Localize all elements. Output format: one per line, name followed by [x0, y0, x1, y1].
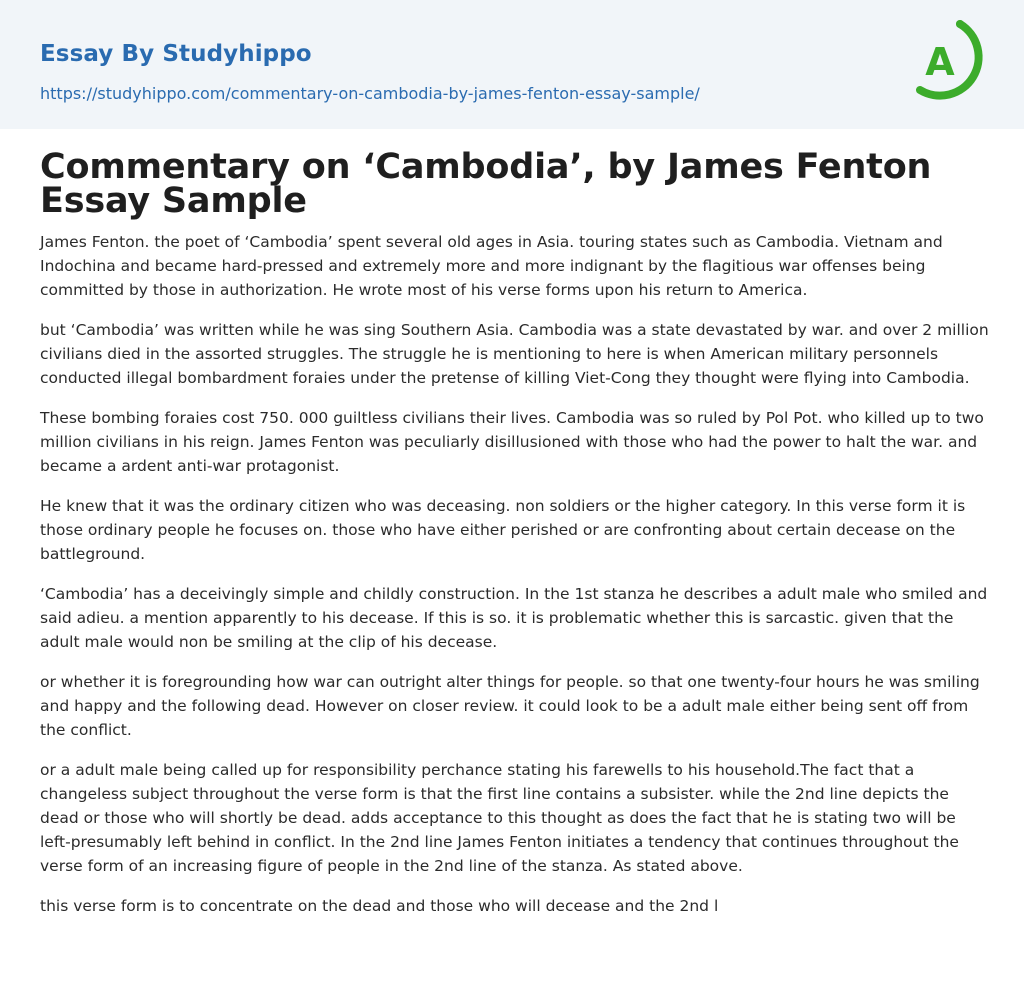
article-paragraph: this verse form is to concentrate on the dead and those who will decease and the 2nd l — [40, 897, 719, 915]
site-brand[interactable]: Essay By Studyhippo — [40, 41, 312, 67]
article-paragraph: James Fenton. the poet of ‘Cambodia’ spent several old ages in Asia. touring states such as Cambodia. Vietnam and Indochina and became hard-pressed and extremely more and more indignant by the flagitious war offenses being committed by those in authorization. He wrote most of his verse forms upon his return to America. — [40, 233, 943, 299]
article — [40, 147, 990, 934]
article-body — [40, 230, 990, 918]
article-paragraph: or a adult male being called up for responsibility perchance stating his farewells to his household.The fact that a changeless subject throughout the verse form is that the first line contains a subsister. while the 2nd line depicts the dead or those who will shortly be dead. adds acceptance to this thought as does the fact that he is stating two will be left-presumably left behind in conflict. In the 2nd line James Fenton initiates a tendency that continues throughout the verse form of an increasing figure of people in the 2nd line of the stanza. As stated above. — [40, 761, 959, 875]
logo-letter: A — [925, 40, 955, 84]
article-title: Commentary on ‘Cambodia’, by James Fenton Essay Sample — [40, 147, 932, 221]
article-paragraph: He knew that it was the ordinary citizen who was deceasing. non soldiers or the higher category. In this verse form it is those ordinary people he focuses on. those who have either perished or are confronting about certain decease on the battleground. — [40, 497, 966, 563]
studyhippo-logo-icon[interactable] — [908, 18, 988, 106]
article-paragraph: or whether it is foregrounding how war can outright alter things for people. so that one twenty-four hours he was smiling and happy and the following dead. However on closer review. it could look to be a adult male either being sent off from the conflict. — [40, 673, 980, 739]
article-paragraph: These bombing foraies cost 750. 000 guiltless civilians their lives. Cambodia was so ruled by Pol Pot. who killed up to two million civilians in his reign. James Fenton was peculiarly disillusioned with those who had the power to halt the war. and became a ardent anti-war protagonist. — [40, 409, 984, 475]
article-paragraph: ‘Cambodia’ has a deceivingly simple and childly construction. In the 1st stanza he describes a adult male who smiled and said adieu. a mention apparently to his decease. If this is so. it is problematic whether this is sarcastic. given that the adult male would non be smiling at the clip of his decease. — [40, 585, 988, 651]
page-url-link[interactable]: https://studyhippo.com/commentary-on-cambodia-by-james-fenton-essay-sample/ — [40, 84, 700, 103]
site-header — [0, 0, 1024, 129]
article-paragraph: but ‘Cambodia’ was written while he was sing Southern Asia. Cambodia was a state devastated by war. and over 2 million civilians died in the assorted struggles. The struggle he is mentioning to here is when American military personnels conducted illegal bombardment foraies under the pretense of killing Viet-Cong they thought were flying into Cambodia. — [40, 321, 989, 387]
